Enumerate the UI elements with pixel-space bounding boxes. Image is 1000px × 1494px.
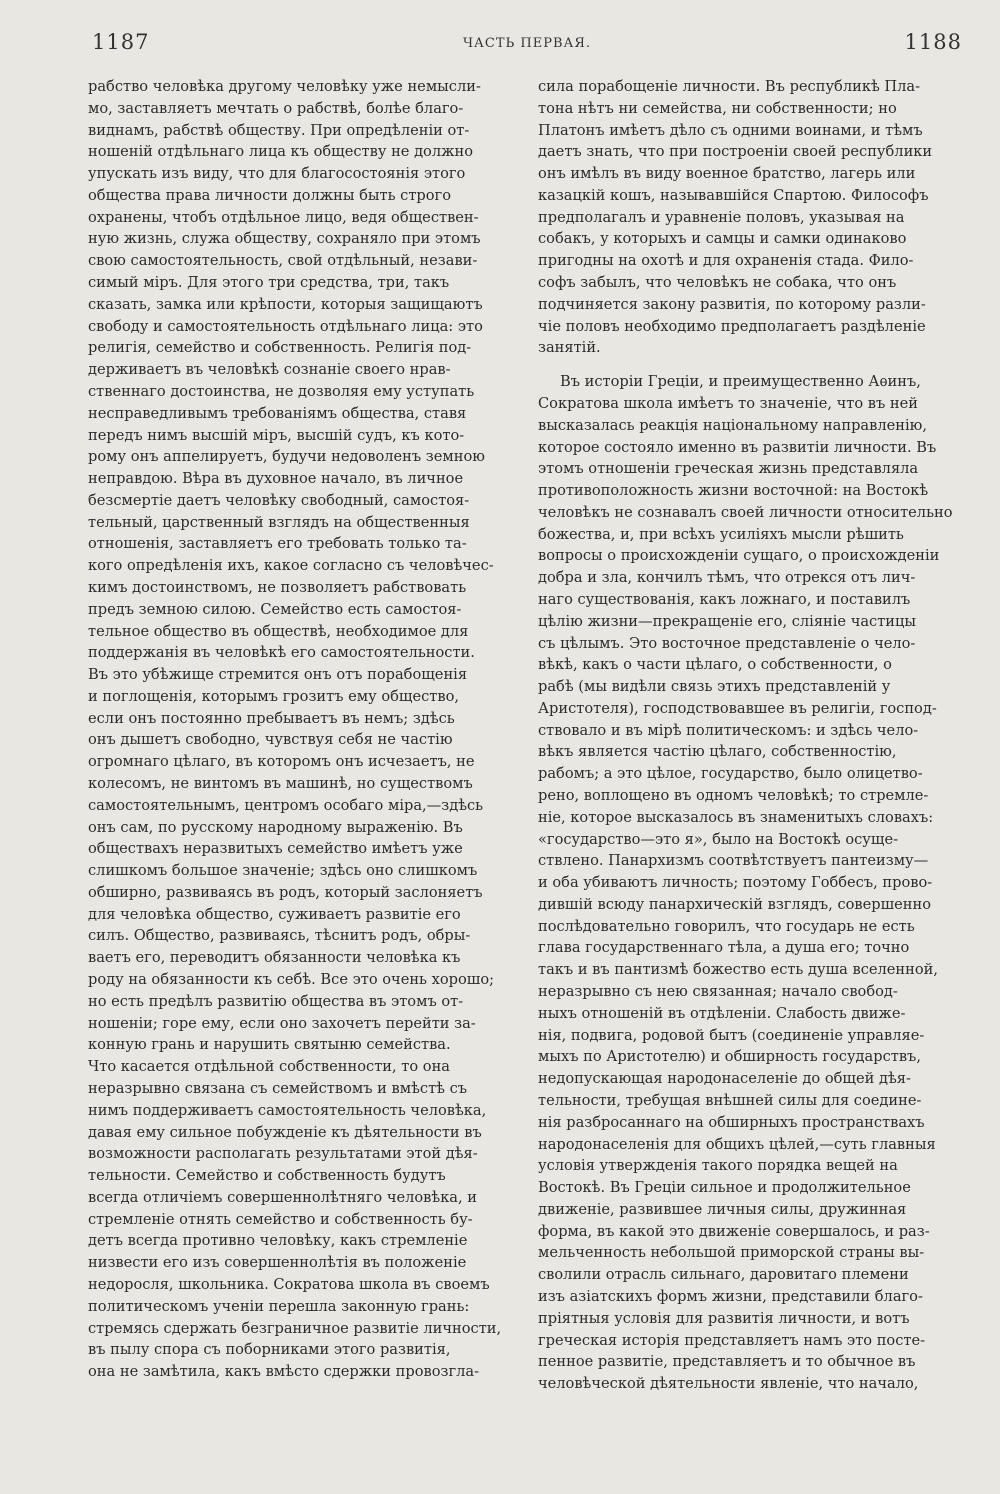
text-line: онъ имѣлъ въ виду военное братство, лагерь или	[538, 165, 916, 183]
text-line: кого опредѣленія ихъ, какое согласно съ человѣчес-	[88, 557, 494, 575]
text-line: занятій.	[538, 339, 601, 357]
text-line: ную жизнь, служа обществу, сохраняло при этомъ	[88, 230, 481, 248]
text-line: такъ и въ пантизмѣ божество есть душа вселенной,	[538, 961, 939, 979]
text-line: роду на обязанности къ себѣ. Все это очень хорошо;	[88, 971, 495, 989]
text-line: нимъ поддерживаетъ самостоятельность человѣка,	[88, 1101, 487, 1119]
text-line: колесомъ, не винтомъ въ машинѣ, но существомъ	[88, 775, 473, 792]
text-line: свою самостоятельность, свой отдѣльный, незави-	[88, 252, 478, 270]
text-line: въ пылу спора съ поборниками этого развитія,	[88, 1341, 451, 1359]
text-line: возможности располагать результатами этой дѣя-	[88, 1145, 478, 1163]
text-line: если онъ постоянно пребываетъ въ немъ; здѣсь	[88, 709, 455, 727]
text-line: форма, въ какой это движеніе совершалось, и раз-	[538, 1222, 930, 1240]
text-line: даетъ знать, что при построеніи своей республики	[538, 143, 933, 161]
text-line: глава государственнаго тѣла, а душа его; точно	[538, 939, 910, 957]
text-line: Сократова школа имѣетъ то значеніе, что въ ней	[538, 394, 918, 412]
text-line: собакъ, у которыхъ и самцы и самки одинаково	[538, 230, 907, 248]
text-line: вѣкѣ, какъ о части цѣлаго, о собственности, о	[538, 656, 892, 674]
text-line: охранены, чтобъ отдѣльное лицо, ведя обществен-	[88, 208, 479, 226]
text-line: чіе половъ необходимо предполагаетъ раздѣленіе	[538, 317, 926, 335]
text-line: божества, и, при всѣхъ усиліяхъ мысли рѣшить	[538, 525, 904, 543]
running-title: ЧАСТЬ ПЕРВАЯ.	[462, 36, 591, 51]
text-line: съ цѣлымъ. Это восточное представленіе о чело-	[538, 634, 916, 652]
text-line: мельченность небольшой приморской страны вы-	[538, 1244, 925, 1262]
page-number-right: 1188	[904, 30, 962, 54]
text-line: предъ земною силою. Семейство есть самостоя-	[88, 600, 462, 618]
text-line: недоросля, школьника. Сократова школа въ своемъ	[88, 1275, 490, 1293]
text-line: этомъ отношеніи греческая жизнь представляла	[538, 460, 919, 478]
text-line: отношенія, заставляетъ его требовать только та-	[88, 535, 467, 553]
text-line: вѣкъ является частію цѣлаго, собственностію,	[538, 743, 897, 761]
text-line: огромнаго цѣлаго, въ которомъ онъ исчезаетъ, не	[88, 753, 475, 771]
text-line: стремленіе отнять семейство и собственность бу-	[88, 1210, 473, 1228]
text-line: которое состояло именно въ развитіи личности. Въ	[538, 438, 937, 456]
text-line: ствлено. Панархизмъ соотвѣтствуетъ пантеизму—	[538, 852, 929, 870]
text-line: рено, воплощено въ одномъ человѣкѣ; то стремле-	[538, 787, 929, 804]
text-line: поддержанія въ человѣкѣ его самостоятельности.	[88, 644, 475, 662]
text-line: софъ забылъ, что человѣкъ не собака, что онъ	[538, 274, 897, 292]
text-line: всегда отличіемъ совершеннолѣтняго человѣка, и	[88, 1188, 478, 1206]
text-line: конную грань и нарушить святыню семейства.	[88, 1036, 451, 1054]
text-line: цѣлію жизни—прекращеніе его, сліяніе частицы	[538, 612, 917, 630]
text-line: человѣкъ не сознавалъ своей личности относительно	[538, 503, 953, 521]
text-line: народонаселенія для общихъ цѣлей,—суть главныя	[538, 1135, 936, 1153]
text-line: дившій всюду панархическій взглядъ, совершенно	[538, 895, 932, 913]
text-line: предполагалъ и уравненіе половъ, указывая на	[538, 208, 905, 226]
text-line: нія разбросаннаго на обширныхъ пространствахъ	[538, 1113, 925, 1131]
text-line: силъ. Общество, развиваясь, тѣснитъ родъ, обры-	[88, 927, 471, 945]
text-line: мо, заставляетъ мечтать о рабствѣ, болѣе благо-	[88, 99, 464, 117]
text-line: ваетъ его, переводитъ обязанности человѣка къ	[88, 949, 461, 967]
text-line: греческая исторія представляетъ намъ это посте-	[538, 1331, 926, 1349]
text-line: рому онъ аппелируетъ, будучи недоволенъ земною	[88, 448, 485, 466]
paragraph-gap	[538, 359, 966, 371]
text-line: но есть предѣлъ развитію общества въ этомъ от-	[88, 992, 464, 1010]
text-line: неразрывно съ нею связанная; начало свобод-	[538, 983, 898, 1001]
text-line: послѣдовательно говорилъ, что государь не есть	[538, 917, 915, 935]
text-line: тельный, царственный взглядъ на общественныя	[88, 513, 470, 531]
text-line: пригодны на охотѣ и для охраненія стада. Фило-	[538, 252, 914, 270]
text-line: вопросы о происхожденіи сущаго, о происхожденіи	[538, 547, 940, 565]
text-line: онъ сам, по русскому народному выраженію. Въ	[88, 818, 463, 836]
text-line: тона нѣтъ ни семейства, ни собственности; но	[538, 99, 897, 117]
text-line: кимъ достоинствомъ, не позволяетъ рабствовать	[88, 578, 467, 596]
text-line: рабомъ; а это цѣлое, государство, было олицетво-	[538, 765, 923, 783]
text-line: добра и зла, кончилъ тѣмъ, что отрекся отъ лич-	[538, 569, 916, 587]
text-line: неправдою. Вѣра въ духовное начало, въ личное	[88, 470, 464, 488]
text-line: самостоятельнымъ, центромъ особаго міра,—здѣсь	[88, 796, 484, 814]
text-line: давая ему сильное побужденіе къ дѣятельности въ	[88, 1123, 482, 1141]
text-line: онъ дышетъ свободно, чувствуя себя не частію	[88, 731, 453, 749]
text-line: детъ всегда противно человѣку, какъ стремленіе	[88, 1232, 468, 1250]
text-line: религія, семейство и собственность. Религія под-	[88, 339, 472, 357]
text-line: наго существованія, какъ ложнаго, и поставилъ	[538, 590, 911, 608]
text-line: несправедливымъ требованіямъ общества, ставя	[88, 404, 467, 422]
text-line: обществахъ неразвитыхъ семейство имѣетъ уже	[88, 840, 463, 858]
text-line: Въ исторіи Греціи, и преимущественно Аѳинъ,	[560, 373, 921, 391]
page-number-left: 1187	[92, 30, 150, 54]
text-line: нія, подвига, родовой бытъ (соединеніе управляе-	[538, 1026, 925, 1044]
text-line: ственнаго достоинства, не дозволяя ему уступать	[88, 382, 475, 400]
text-line: человѣческой дѣятельности явленіе, что начало,	[538, 1375, 919, 1393]
text-line: Что касается отдѣльной собственности, то она	[88, 1058, 450, 1076]
text-line: виднамъ, рабствѣ обществу. При опредѣленіи от-	[88, 121, 470, 139]
text-line: Востокѣ. Въ Греціи сильное и продолжительное	[538, 1179, 911, 1197]
text-line: безсмертіе даетъ человѣку свободный, самостоя-	[88, 491, 470, 509]
page-header	[92, 30, 962, 64]
text-line: сказать, замка или крѣпости, которыя защищаютъ	[88, 295, 483, 313]
text-line: Платонъ имѣетъ дѣло съ одними воинами, и тѣмъ	[538, 121, 923, 139]
text-line: пріятныя условія для развитія личности, и вотъ	[538, 1309, 910, 1327]
text-line: и поглощенія, которымъ грозитъ ему общество,	[88, 687, 460, 705]
text-line: мыхъ по Аристотелю) и обширность государствъ,	[538, 1048, 921, 1066]
text-line: свободу и самостоятельность отдѣльнаго лица: это	[88, 317, 483, 335]
text-column-left	[88, 76, 521, 1383]
text-line: движеніе, развившее личныя силы, дружинная	[538, 1200, 907, 1218]
text-line: передъ нимъ высшій міръ, высшій судъ, къ кото-	[88, 426, 465, 444]
text-line: ніе, которое высказалось въ знаменитыхъ словахъ:	[538, 808, 934, 826]
text-line: тельное общество въ обществѣ, необходимое для	[88, 622, 469, 640]
text-line: рабство человѣка другому человѣку уже немысли-	[88, 78, 481, 95]
text-line: тельности. Семейство и собственность будутъ	[88, 1167, 446, 1185]
text-line: общества права личности должны быть строго	[88, 186, 451, 204]
text-line: рабѣ (мы видѣли связь этихъ представленій у	[538, 678, 891, 696]
text-line: для человѣка общество, суживаетъ развитіе его	[88, 905, 461, 923]
text-line: Въ это убѣжище стремится онъ отъ порабощенія	[88, 666, 468, 684]
text-line: казацкій кошъ, называвшійся Спартою. Философъ	[538, 186, 929, 204]
text-line: стремясь сдержать безграничное развитіе личности,	[88, 1319, 502, 1337]
text-line: тельности, требущая внѣшней силы для соедине-	[538, 1091, 922, 1109]
text-line: изъ азіатскихъ формъ жизни, представили благо-	[538, 1287, 923, 1305]
text-line: ношеній отдѣльнаго лица къ обществу не должно	[88, 143, 474, 161]
text-line: упускать изъ виду, что для благосостоянія этого	[88, 165, 466, 183]
text-line: «государство—это я», было на Востокѣ осуще-	[538, 830, 899, 848]
text-line: пенное развитіе, представляетъ и то обычное въ	[538, 1353, 916, 1371]
text-line: сволили отрасль сильнаго, даровитаго племени	[538, 1266, 909, 1284]
text-line: высказалась реакція національному направленію,	[538, 416, 927, 434]
text-line: слишкомъ большое значеніе; здѣсь оно слишкомъ	[88, 862, 478, 880]
text-line: неразрывно связана съ семействомъ и вмѣстѣ съ	[88, 1079, 468, 1097]
text-line: недопускающая народонаселеніе до общей дѣя-	[538, 1070, 911, 1088]
text-line: и оба убиваютъ личность; поэтому Гоббесъ, прово-	[538, 874, 933, 892]
text-column-right	[538, 76, 966, 1395]
text-line: ношеніи; горе ему, если оно захочетъ перейти за-	[88, 1014, 476, 1032]
text-line: Аристотеля), господствовавшее въ религіи, господ-	[538, 699, 937, 717]
text-line: подчиняется закону развитія, по которому разли-	[538, 295, 926, 313]
text-line: ствовало и въ мірѣ политическомъ: и здѣсь чело-	[538, 721, 919, 739]
text-line: противоположность жизни восточной: на Востокѣ	[538, 482, 929, 500]
text-line: держиваетъ въ человѣкѣ сознаніе своего нрав-	[88, 361, 451, 379]
text-line: политическомъ ученіи перешла законную грань:	[88, 1297, 470, 1315]
text-line: низвести его изъ совершеннолѣтія въ положеніе	[88, 1254, 467, 1272]
text-line: симый міръ. Для этого три средства, три, такъ	[88, 274, 450, 292]
text-line: сила порабощеніе личности. Въ республикѣ Пла-	[538, 78, 921, 95]
text-line: она не замѣтила, какъ вмѣсто сдержки провозгла-	[88, 1363, 480, 1381]
text-line: условія утвержденія такого порядка вещей на	[538, 1157, 898, 1175]
text-line: ныхъ отношеній въ отдѣленіи. Слабость движе-	[538, 1004, 906, 1022]
text-line: обширно, развиваясь въ родъ, который заслоняетъ	[88, 883, 483, 901]
